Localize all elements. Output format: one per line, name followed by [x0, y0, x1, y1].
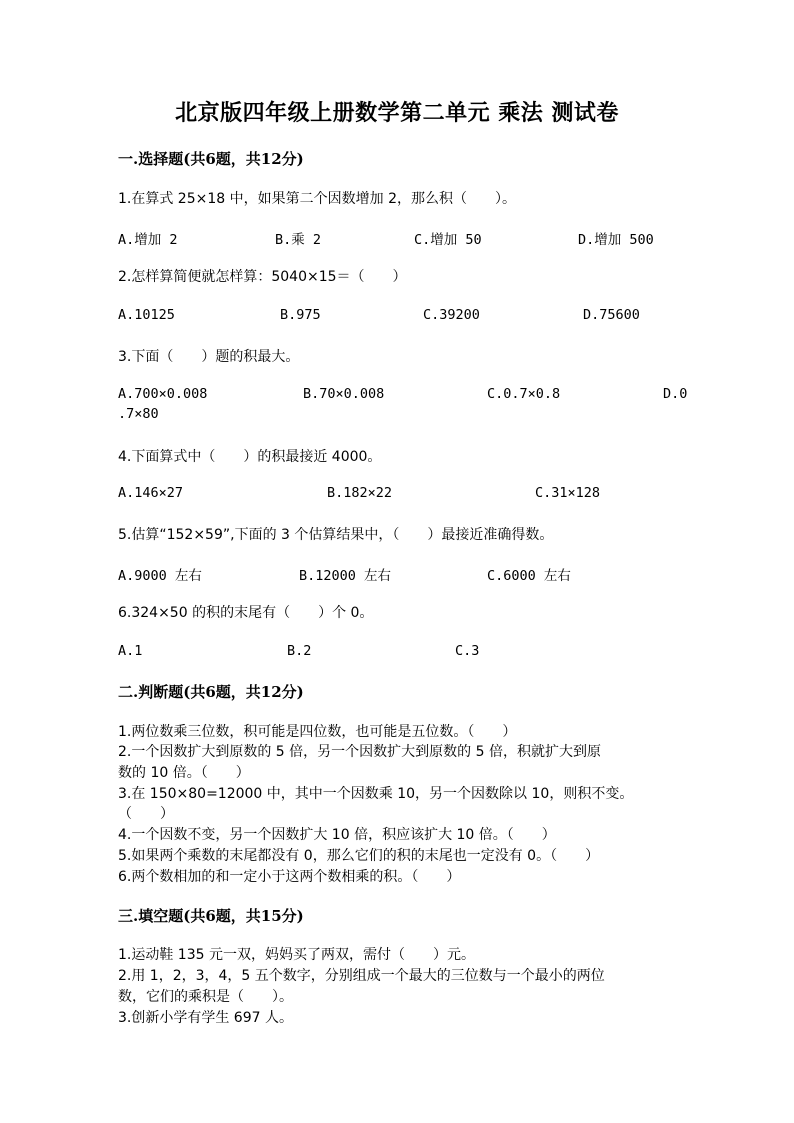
option-c: C.31×128	[535, 485, 601, 501]
question-line: 2.一个因数扩大到原数的 5 倍，另一个因数扩大到原数的 5 倍，积就扩大到原	[118, 744, 601, 760]
question-text: 4.下面算式中（ ）的积最接近 4000。	[118, 449, 382, 465]
option-b: B.70×0.008	[303, 386, 385, 402]
question-line: 1.两位数乘三位数，积可能是四位数，也可能是五位数。（ ）	[118, 724, 517, 740]
option-d: D.75600	[583, 307, 640, 323]
question-line: 6.两个数相加的和一定小于这两个数相乘的积。（ ）	[118, 869, 461, 885]
option-a: A.增加 2	[118, 232, 178, 248]
option-c: C.6000 左右	[487, 568, 571, 584]
question-line: 1.运动鞋 135 元一双，妈妈买了两双，需付（ ）元。	[118, 947, 475, 963]
question-text: 6.324×50 的积的末尾有（ ）个 0。	[118, 605, 374, 621]
question-text: 2.怎样算简便就怎样算：5040×15＝（ ）	[118, 269, 407, 285]
question-line: 2.用 1，2，3，4，5 五个数字，分别组成一个最大的三位数与一个最小的两位	[118, 968, 605, 984]
question-line: 数，它们的乘积是（ ）。	[118, 989, 293, 1005]
section-heading-fill-in: 三.填空题(共6题，共15分)	[118, 907, 304, 925]
question-line: （ ）	[118, 806, 174, 822]
option-d: D.增加 500	[578, 232, 654, 248]
option-c: C.39200	[423, 307, 480, 323]
option-a: A.10125	[118, 307, 175, 323]
page-title: 北京版四年级上册数学第二单元 乘法 测试卷	[175, 100, 619, 126]
question-line: 3.创新小学有学生 697 人。	[118, 1010, 293, 1026]
option-b: B.乘 2	[275, 232, 322, 248]
question-line: 5.如果两个乘数的末尾都没有 0，那么它们的积的末尾也一定没有 0。（ ）	[118, 848, 600, 864]
option-c: C.0.7×0.8	[487, 386, 561, 402]
option-c: C.3	[455, 643, 480, 659]
section-heading-choice: 一.选择题(共6题，共12分)	[118, 150, 304, 168]
question-text: 5.估算“152×59”,下面的 3 个估算结果中，（ ）最接近准确得数。	[118, 527, 554, 543]
option-b: B.2	[287, 643, 312, 659]
option-d: D.0	[663, 386, 688, 402]
option-b: B.12000 左右	[299, 568, 392, 584]
option-b: B.182×22	[327, 485, 393, 501]
question-line: 3.在 150×80=12000 中，其中一个因数乘 10，另一个因数除以 10，则积不变。	[118, 786, 634, 802]
option-a: A.700×0.008	[118, 386, 208, 402]
option-a: A.1	[118, 643, 143, 659]
option-c: C.增加 50	[414, 232, 482, 248]
option-d-continued: .7×80	[118, 406, 159, 422]
option-a: A.9000 左右	[118, 568, 202, 584]
question-line: 4.一个因数不变，另一个因数扩大 10 倍，积应该扩大 10 倍。（ ）	[118, 827, 556, 843]
section-heading-true-false: 二.判断题(共6题，共12分)	[118, 683, 304, 701]
question-line: 数的 10 倍。（ ）	[118, 765, 250, 781]
option-a: A.146×27	[118, 485, 184, 501]
question-text: 1.在算式 25×18 中，如果第二个因数增加 2，那么积（ ）。	[118, 191, 516, 207]
question-text: 3.下面（ ）题的积最大。	[118, 349, 300, 365]
option-b: B.975	[280, 307, 321, 323]
